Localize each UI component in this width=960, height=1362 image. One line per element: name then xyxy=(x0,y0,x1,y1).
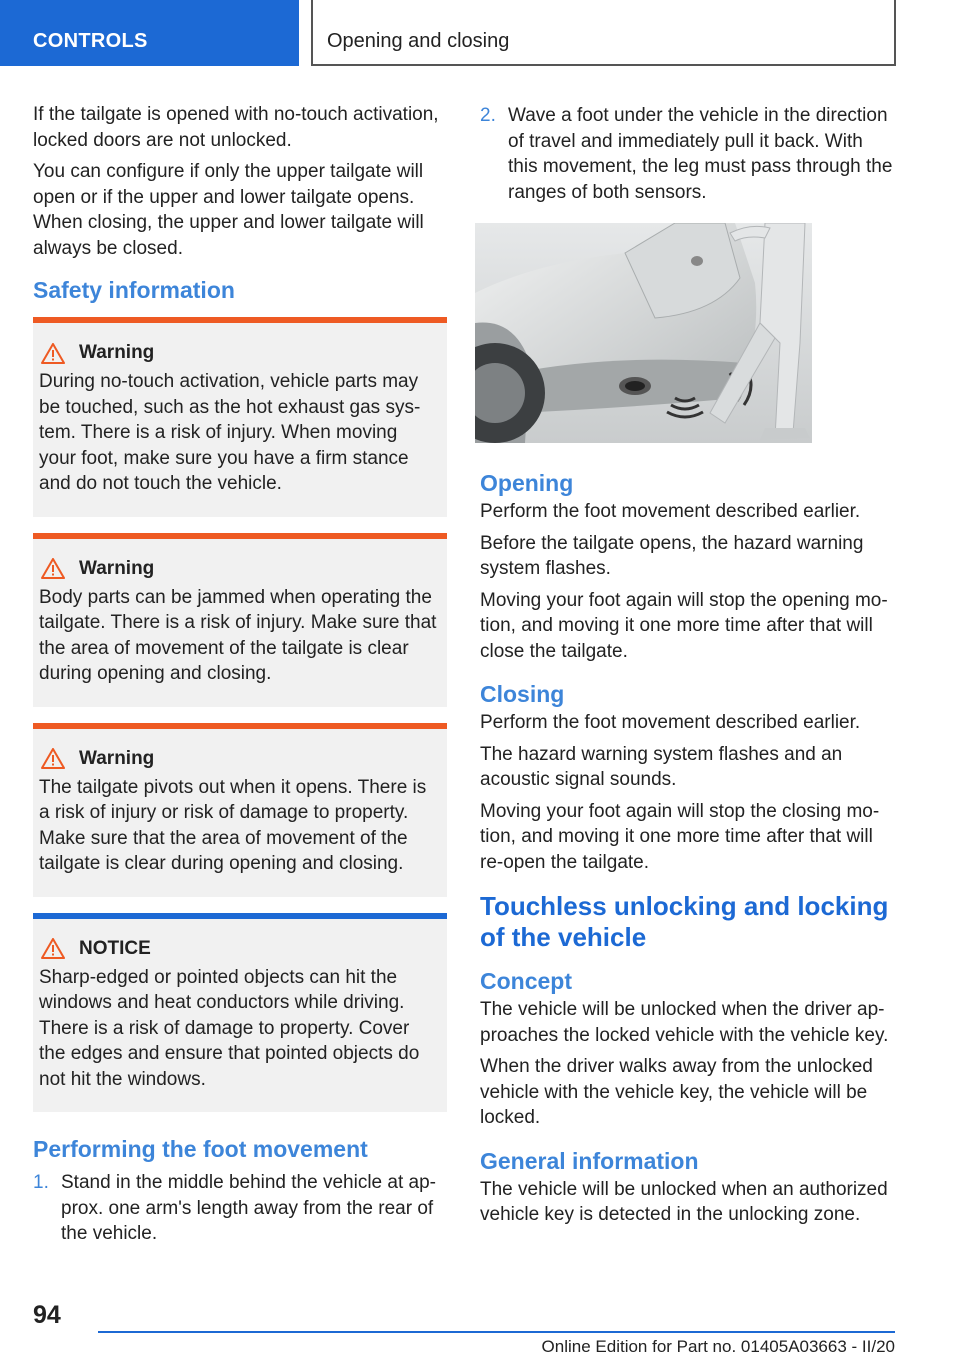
touchless-heading: Touchless unlocking and locking of the vehicle xyxy=(480,891,889,952)
safety-heading: Safety information xyxy=(33,277,235,303)
closing-heading: Closing xyxy=(480,681,565,707)
intro-paragraph-1: If the tailgate is opened with no-touch activation, locked doors are not unlocked. xyxy=(33,104,439,151)
vehicle-sensor-illustration xyxy=(475,223,812,443)
warning-box-3 xyxy=(33,723,447,897)
step-item xyxy=(33,1170,447,1247)
step-number: 2. xyxy=(480,105,496,126)
warning-text: The tailgate pivots out when it opens. There is a risk of injury or risk of damage to property. Make sure that the area of movement of the tailgate is clear during opening and closing. xyxy=(39,776,427,874)
opening-paragraph-3: Moving your foot again will stop the opening mo‐tion, and moving it one more time after that will close the tailgate. xyxy=(480,589,888,662)
notice-label: NOTICE xyxy=(79,937,151,959)
notice-box xyxy=(33,913,447,1113)
warning-label: Warning xyxy=(79,342,155,363)
steps-list xyxy=(33,1170,447,1247)
right-column xyxy=(480,103,894,1234)
general-paragraph-1: The vehicle will be unlocked when an authorized vehicle key is detected in the unlocking zone. xyxy=(480,1178,888,1225)
footer-divider xyxy=(98,1331,895,1333)
page-number: 94 xyxy=(33,1301,61,1329)
closing-paragraph-2: The hazard warning system flashes and an acoustic signal sounds. xyxy=(480,743,843,790)
warning-label: Warning xyxy=(79,557,155,579)
closing-paragraph-3: Moving your foot again will stop the closing mo‐tion, and moving it one more time after that will re-open the tailgate. xyxy=(480,800,880,873)
notice-triangle-icon xyxy=(41,938,65,959)
warning-box-1 xyxy=(33,317,447,517)
opening-heading: Opening xyxy=(480,470,574,496)
warning-box-2 xyxy=(33,533,447,707)
step-number: 1. xyxy=(33,1172,49,1193)
step-text: Stand in the middle behind the vehicle at ap‐prox. one arm's length away from the rear of the vehicle. xyxy=(61,1172,436,1244)
edition-text: Online Edition for Part no. 01405A03663 - II/20 xyxy=(541,1337,895,1356)
concept-heading: Concept xyxy=(480,968,572,994)
general-info-heading: General information xyxy=(480,1147,699,1174)
warning-text: Body parts can be jammed when operating the tailgate. There is a risk of injury. Make sure that the area of movement of the tailgate is clear during opening and closing. xyxy=(39,586,437,684)
opening-paragraph-2: Before the tailgate opens, the hazard warning system flashes. xyxy=(480,532,864,579)
opening-paragraph-1: Perform the foot movement described earlier. xyxy=(480,501,861,522)
left-column xyxy=(33,102,447,1253)
section-title: Opening and closing xyxy=(311,0,896,66)
page-header xyxy=(0,0,960,66)
warning-text: During no-touch activation, vehicle parts may be touched, such as the hot exhaust gas sys‐tem. There is a risk of injury. When moving your foot, make sure you have a firm stance and do not touch the vehicle. xyxy=(39,371,421,494)
warning-triangle-icon xyxy=(41,343,65,364)
step-item xyxy=(480,103,894,205)
foot-movement-heading: Performing the foot movement xyxy=(33,1136,368,1162)
closing-paragraph-1: Perform the foot movement described earlier. xyxy=(480,712,861,733)
steps-list-continued xyxy=(480,103,894,205)
warning-triangle-icon xyxy=(41,748,65,769)
step-text: Wave a foot under the vehicle in the direction of travel and immediately pull it back. With this movement, the leg must pass through the ranges of both sensors. xyxy=(508,105,893,203)
warning-triangle-icon xyxy=(41,558,65,579)
foot-movement-illustration xyxy=(475,223,812,443)
warning-label: Warning xyxy=(79,747,155,769)
concept-paragraph-1: The vehicle will be unlocked when the driver ap‐proaches the locked vehicle with the vehicle key. xyxy=(480,999,889,1046)
concept-paragraph-2: When the driver walks away from the unlocked vehicle with the vehicle key, the vehicle will be locked. xyxy=(480,1056,873,1128)
page-footer xyxy=(0,1295,960,1362)
chapter-tab[interactable]: CONTROLS xyxy=(0,0,299,66)
notice-text: Sharp-edged or pointed objects can hit the windows and heat conductors while driving. There is a risk of damage to property. Cover the edges and ensure that pointed objects do not hit the windows. xyxy=(39,966,420,1090)
intro-paragraph-2: You can configure if only the upper tailgate will open or if the upper and lower tailgate opens. When closing, the upper and lower tailgate will always be closed. xyxy=(33,161,424,259)
